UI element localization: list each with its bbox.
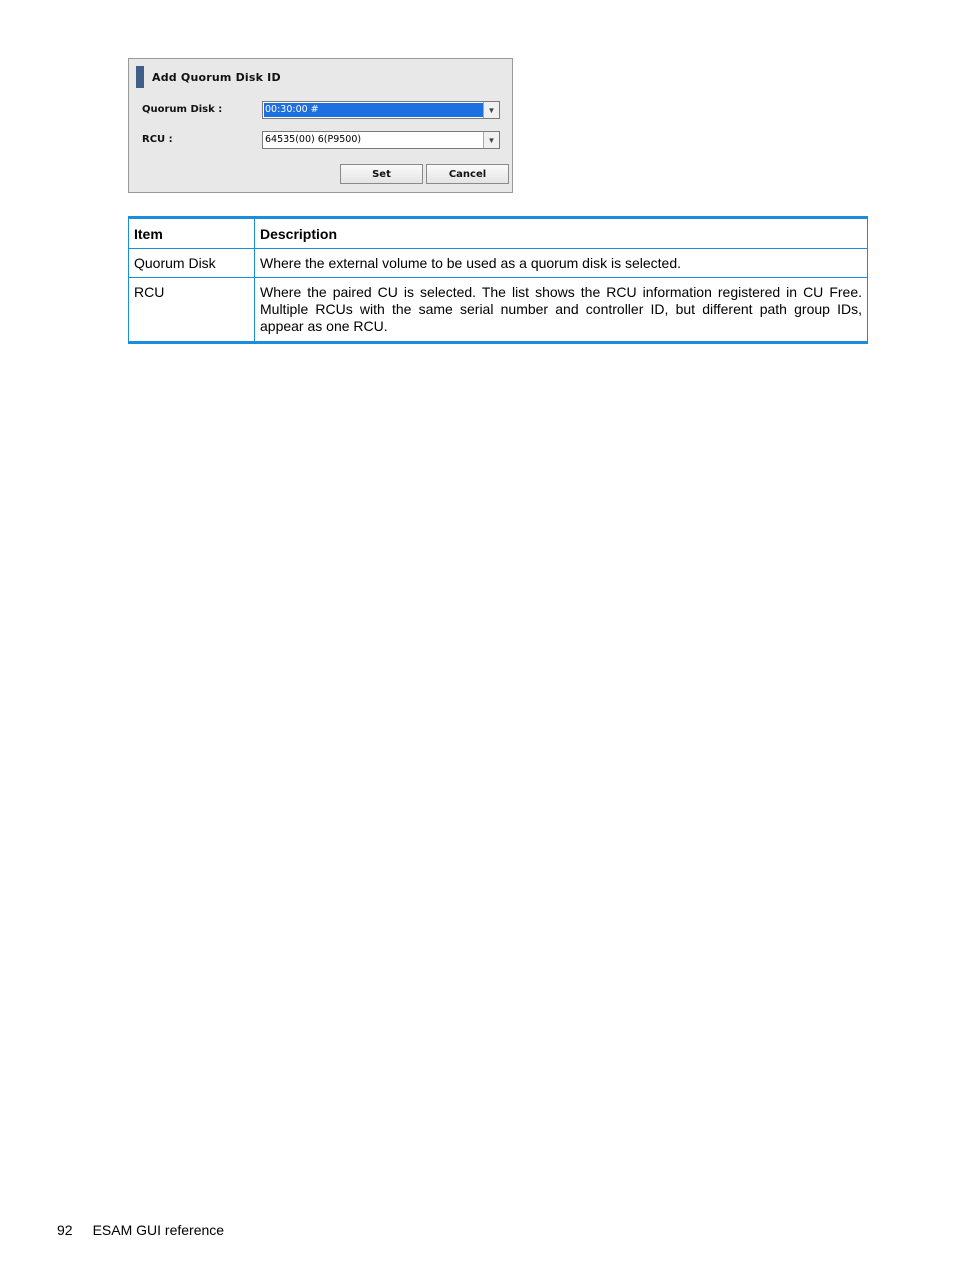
table-row <box>129 278 868 343</box>
page-number: 92 <box>57 1222 73 1238</box>
table-header-row <box>129 218 868 249</box>
section-title: ESAM GUI reference <box>92 1222 225 1238</box>
quorum-disk-select[interactable] <box>262 101 500 119</box>
quorum-disk-label: Quorum Disk : <box>142 104 223 115</box>
row-description: Where the external volume to be used as a quorum disk is selected. <box>255 249 868 278</box>
rcu-select-value: 64535(00) 6(P9500) <box>265 134 362 145</box>
item-description-table <box>128 216 868 344</box>
table-row <box>129 249 868 278</box>
dropdown-arrow-icon[interactable]: ▼ <box>483 102 499 118</box>
rcu-label: RCU : <box>142 134 173 145</box>
quorum-disk-select-value: 00:30:00 # <box>264 103 483 117</box>
header-accent-bar <box>136 66 144 88</box>
dialog-header <box>136 66 281 88</box>
rcu-select[interactable] <box>262 131 500 149</box>
dialog-title: Add Quorum Disk ID <box>152 70 281 84</box>
page-footer <box>57 1222 224 1238</box>
column-header-item: Item <box>129 218 255 249</box>
dropdown-arrow-icon[interactable]: ▼ <box>483 132 499 148</box>
cancel-button[interactable]: Cancel <box>426 164 509 184</box>
column-header-description: Description <box>255 218 868 249</box>
set-button[interactable]: Set <box>340 164 423 184</box>
add-quorum-disk-dialog <box>128 58 513 193</box>
row-description: Where the paired CU is selected. The list shows the RCU information registered in CU Free. Multiple RCUs with the same serial number and controller ID, but different path group IDs, appear as one RCU. <box>255 278 868 343</box>
row-item: Quorum Disk <box>129 249 255 278</box>
row-item: RCU <box>129 278 255 343</box>
